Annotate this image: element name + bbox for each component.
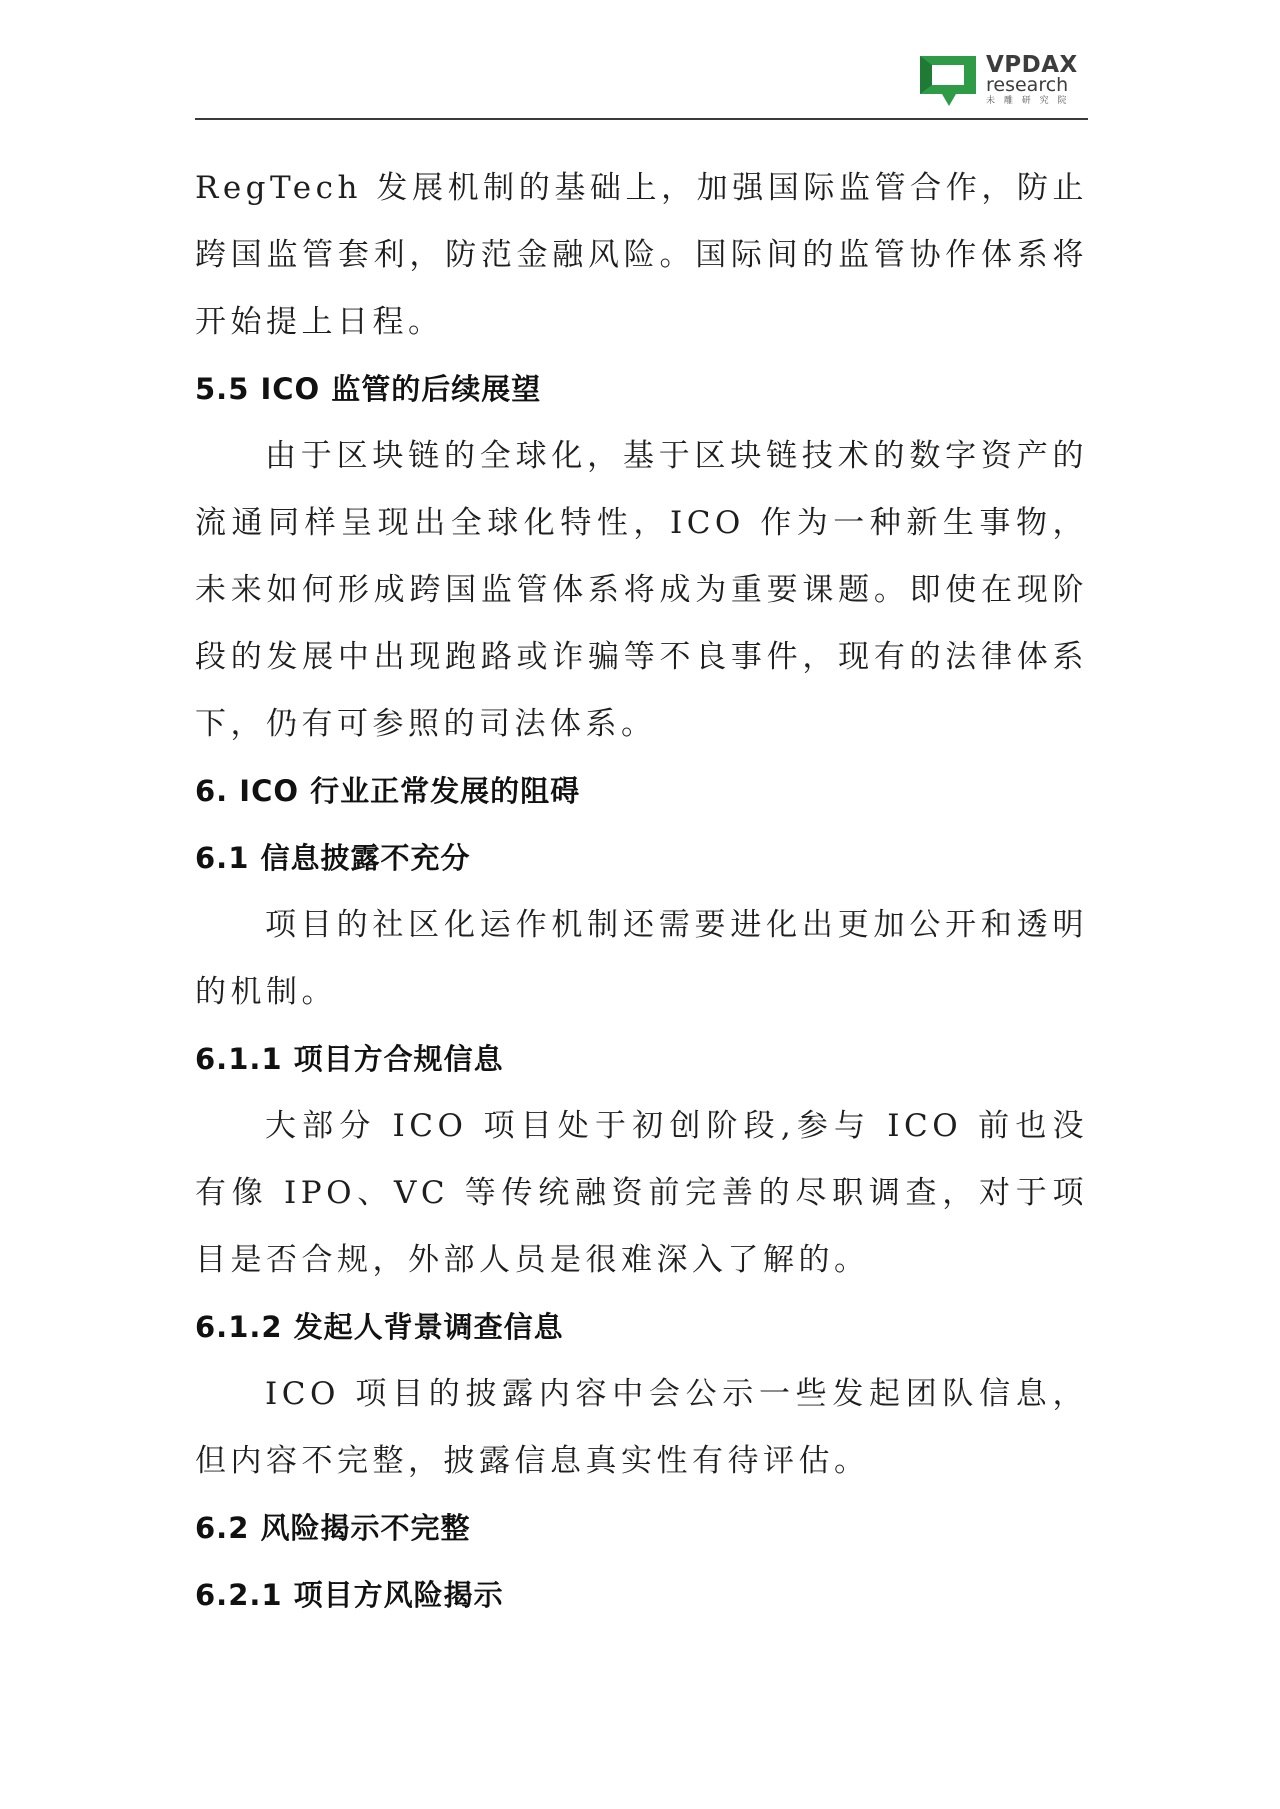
logo-subtitle: research <box>986 74 1069 96</box>
vpdax-logo <box>918 52 1078 112</box>
section-heading-6-1-2: 6.1.2 发起人背景调查信息 <box>195 1310 564 1344</box>
document-body <box>195 155 1088 1629</box>
paragraph: RegTech 发展机制的基础上，加强国际监管合作，防止跨国监管套利，防范金融风险。国际间的监管协作体系将开始提上日程。 <box>195 170 1088 340</box>
section-heading-5-5: 5.5 ICO 监管的后续展望 <box>195 372 542 406</box>
paragraph: ICO 项目的披露内容中会公示一些发起团队信息，但内容不完整，披露信息真实性有待评估。 <box>195 1376 1088 1479</box>
section-heading-6: 6. ICO 行业正常发展的阻碍 <box>195 774 581 808</box>
paragraph: 项目的社区化运作机制还需要进化出更加公开和透明的机制。 <box>195 907 1088 1010</box>
logo-name: VPDAX <box>986 52 1078 78</box>
section-heading-6-2-1: 6.2.1 项目方风险揭示 <box>195 1578 504 1612</box>
section-heading-6-2: 6.2 风险揭示不完整 <box>195 1511 471 1545</box>
paragraph: 由于区块链的全球化，基于区块链技术的数字资产的流通同样呈现出全球化特性，ICO 作为一种新生事物，未来如何形成跨国监管体系将成为重要课题。即使在现阶段的发展中出现跑路或诈骗等不良事件，现有的法律体系下，仍有可参照的司法体系。 <box>195 438 1088 742</box>
paragraph: 大部分 ICO 项目处于初创阶段,参与 ICO 前也没有像 IPO、VC 等传统融资前完善的尽职调查，对于项目是否合规，外部人员是很难深入了解的。 <box>195 1108 1088 1278</box>
section-heading-6-1-1: 6.1.1 项目方合规信息 <box>195 1042 504 1076</box>
section-heading-6-1: 6.1 信息披露不充分 <box>195 841 471 875</box>
speech-bubble-logo-icon <box>918 52 980 110</box>
logo-chinese-name: 未 雕 研 究 院 <box>986 96 1070 106</box>
page-header <box>195 40 1088 120</box>
